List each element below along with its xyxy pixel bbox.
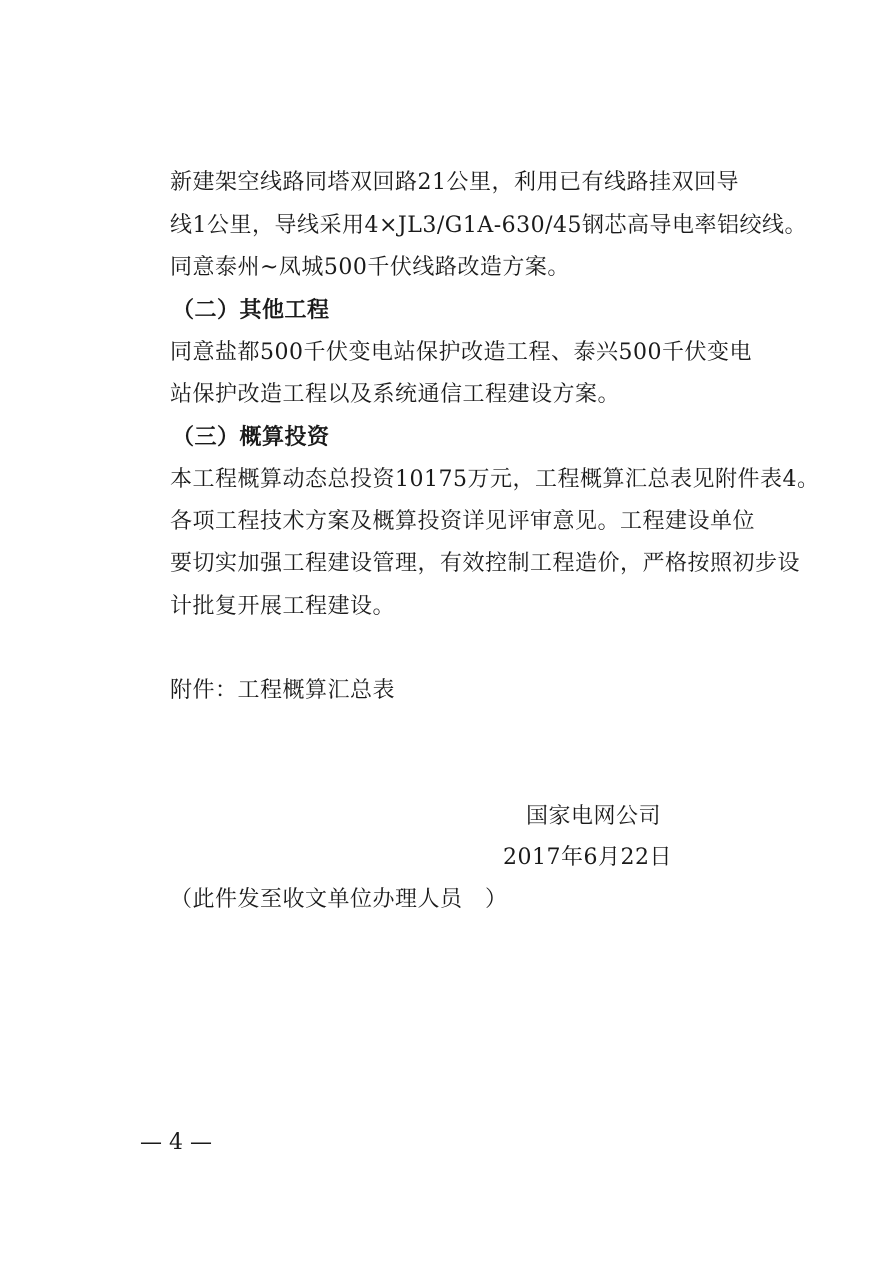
section-heading-budget-investment: （三）概算投资 — [172, 424, 330, 450]
signature-date: 2017年6月22日 — [503, 845, 672, 870]
paragraph-line: 同意泰州~凤城500千伏线路改造方案。 — [170, 255, 570, 280]
paragraph-line: 线1公里，导线采用4×JL3/G1A-630/45钢芯高导电率铝绞线。 — [170, 213, 808, 238]
page-number: — 4 — — [140, 1130, 212, 1155]
distribution-note: （此件发至收文单位办理人员 ） — [170, 887, 508, 912]
paragraph-line: 同意盐都500千伏变电站保护改造工程、泰兴500千伏变电 — [170, 340, 752, 365]
attachment-note: 附件：工程概算汇总表 — [170, 678, 396, 703]
paragraph-line: 站保护改造工程以及系统通信工程建设方案。 — [170, 382, 621, 407]
signature-organization: 国家电网公司 — [526, 804, 662, 829]
paragraph-line: 要切实加强工程建设管理，有效控制工程造价，严格按照初步设 — [170, 551, 801, 576]
paragraph-line: 新建架空线路同塔双回路21公里，利用已有线路挂双回导 — [170, 170, 739, 195]
paragraph-line: 各项工程技术方案及概算投资详见评审意见。工程建设单位 — [170, 509, 756, 534]
paragraph-line: 本工程概算动态总投资10175万元，工程概算汇总表见附件表4。 — [170, 467, 820, 492]
paragraph-line: 计批复开展工程建设。 — [170, 594, 396, 619]
section-heading-other-works: （二）其他工程 — [172, 297, 330, 323]
